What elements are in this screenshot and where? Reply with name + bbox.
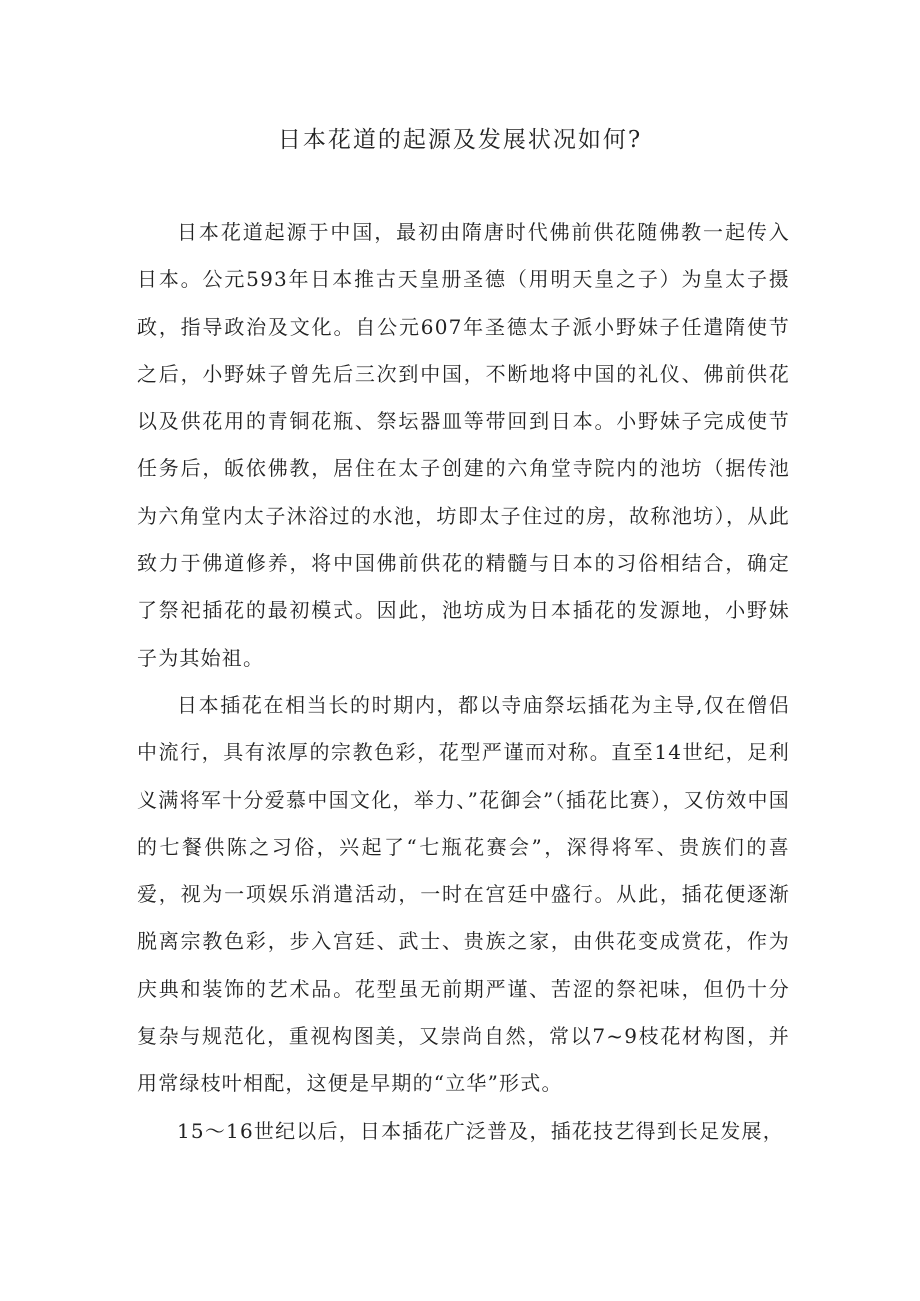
document-body (137, 209, 790, 1155)
paragraph-origin: 日本花道起源于中国，最初由隋唐时代佛前供花随佛教一起传入日本。公元593年日本推古天皇册圣德（用明天皇之子）为皇太子摄政，指导政治及文化。自公元607年圣德太子派小野妹子任遣隋使节之后，小野妹子曾先后三次到中国，不断地将中国的礼仪、佛前供花以及供花用的青铜花瓶、祭坛器皿等带回到日本。小野妹子完成使节任务后，皈依佛教，居住在太子创建的六角堂寺院内的池坊（据传池为六角堂内太子沐浴过的水池，坊即太子住过的房，故称池坊），从此致力于佛道修养，将中国佛前供花的精髓与日本的习俗相结合，确定了祭祀插花的最初模式。因此，池坊成为日本插花的发源地，小野妹子为其始祖。 (137, 220, 790, 670)
paragraph-popularization: 15～16世纪以后，日本插花广泛普及，插花技艺得到长足发展， (177, 1118, 784, 1143)
paragraph-development: 日本插花在相当长的时期内，都以寺庙祭坛插花为主导,仅在僧侣中流行，具有浓厚的宗教色彩，花型严谨而对称。直至14世纪，足利义满将军十分爱慕中国文化，举力、”花御会”（插花比赛），又仿效中国的七餐供陈之习俗，兴起了“七瓶花赛会”，深得将军、贵族们的喜爱，视为一项娱乐消遣活动，一时在宫廷中盛行。从此，插花便逐渐脱离宗教色彩，步入宫廷、武士、贵族之家，由供花变成赏花，作为庆典和装饰的艺术品。花型虽无前期严谨、苦涩的祭祀味，但仍十分复杂与规范化，重视构图美，又崇尚自然，常以7~9枝花材构图，并用常绿枝叶相配，这便是早期的“立华”形式。 (137, 692, 790, 1096)
document-title: 日本花道的起源及发展状况如何? (277, 127, 643, 153)
